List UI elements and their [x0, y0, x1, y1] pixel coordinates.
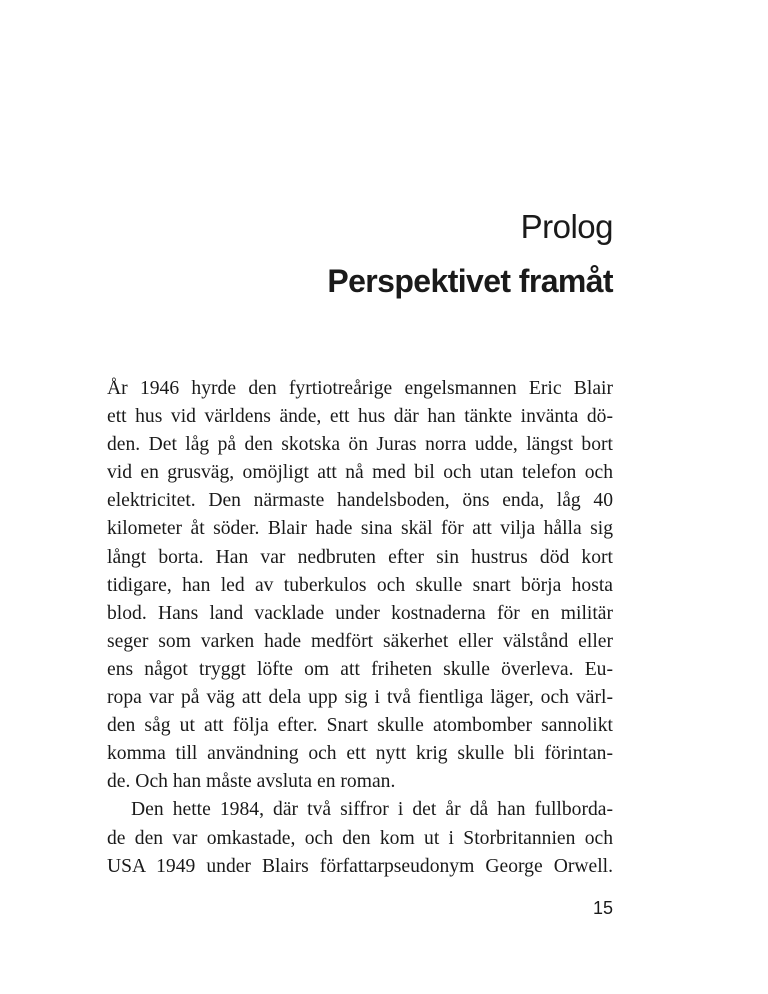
text-line: tidigare, han led av tuberkulos och skulle snart börja hosta	[107, 574, 613, 596]
text-line: USA 1949 under Blairs författarpseudonym George Orwell.	[107, 855, 613, 877]
text-line: elektricitet. Den närmaste handelsboden, öns enda, låg 40	[107, 490, 613, 512]
text-line: blod. Hans land vacklade under kostnaderna för en militär	[107, 602, 613, 624]
text-line: den såg ut att följa efter. Snart skulle atombomber sannolikt	[107, 715, 613, 737]
text-line: vid en grusväg, omöjligt att nå med bil och utan telefon och	[107, 462, 613, 484]
chapter-label: Prolog	[520, 208, 613, 245]
text-line: den. Det låg på den skotska ön Juras norra udde, längst bort	[107, 434, 613, 456]
text-line: komma till användning och ett nytt krig skulle bli förintan-	[107, 743, 613, 765]
text-line: de den var omkastade, och den kom ut i Storbritannien och	[107, 827, 613, 849]
text-line: ens något tryggt löfte om att friheten skulle överleva. Eu-	[107, 658, 613, 680]
text-line: långt borta. Han var nedbruten efter sin hustrus död kort	[107, 546, 613, 568]
text-line: ett hus vid världens ände, ett hus där han tänkte invänta dö-	[107, 406, 613, 428]
page-number: 15	[592, 898, 613, 918]
text-line: seger som varken hade medfört säkerhet eller välstånd eller	[107, 630, 613, 652]
text-line: kilometer åt söder. Blair hade sina skäl för att vilja hålla sig	[107, 518, 613, 540]
text-line: År 1946 hyrde den fyrtiotreårige engelsmannen Eric Blair	[107, 378, 613, 399]
chapter-title: Perspektivet framåt	[327, 263, 613, 299]
text-line: de. Och han måste avsluta en roman.	[107, 771, 396, 793]
text-line: ropa var på väg att dela upp sig i två fientliga läger, och värl-	[107, 687, 613, 709]
body-text	[107, 375, 613, 881]
text-line: Den hette 1984, där två siffror i det år då han fullborda-	[131, 799, 613, 821]
